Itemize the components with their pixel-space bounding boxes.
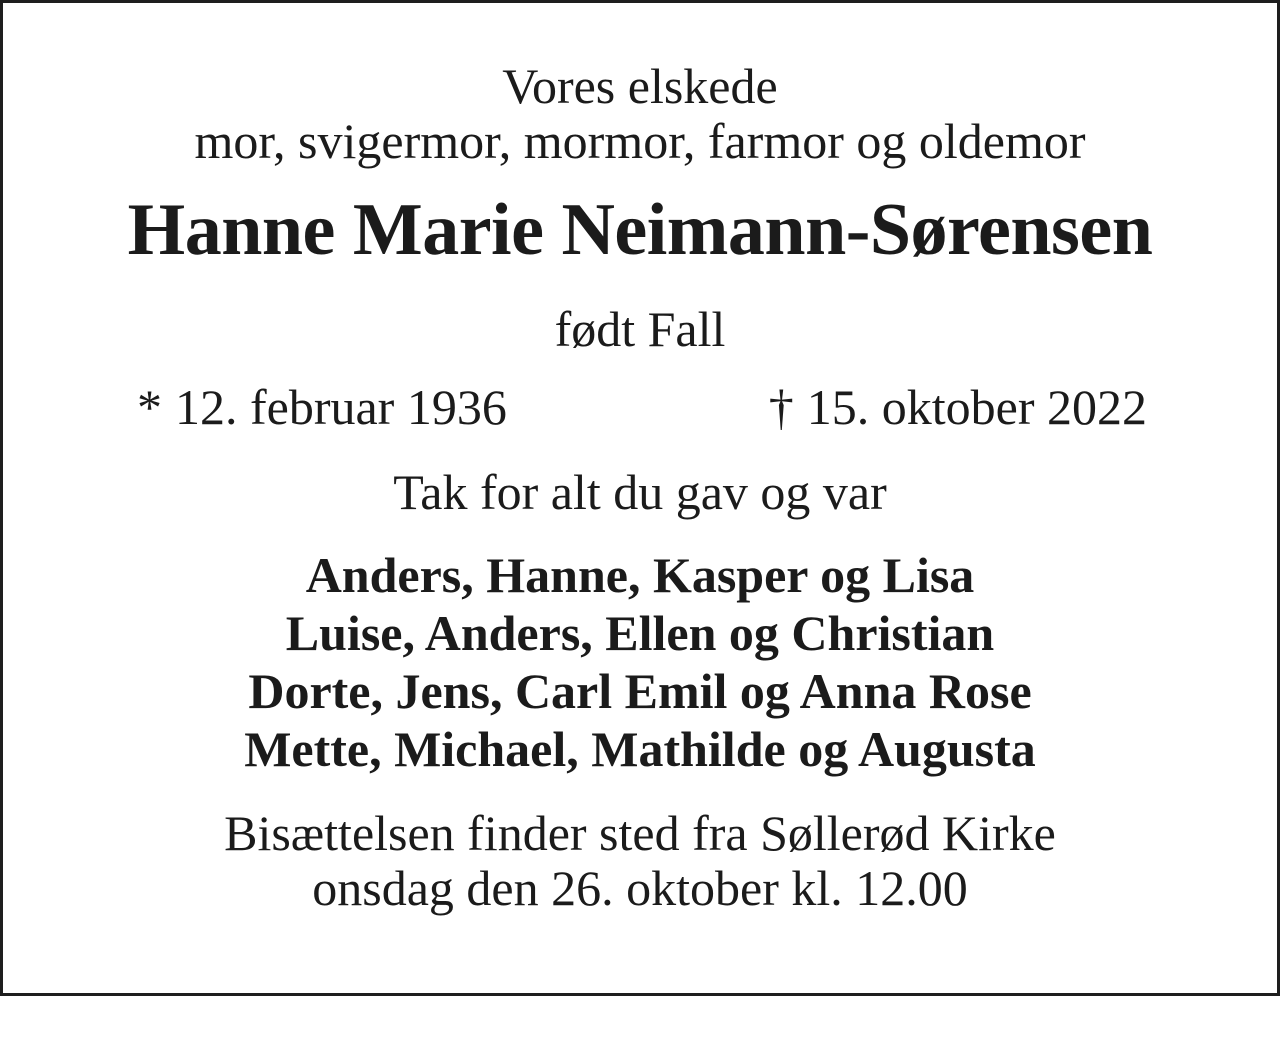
family-line: Mette, Michael, Mathilde og Augusta [244, 721, 1036, 777]
family-line: Luise, Anders, Ellen og Christian [285, 605, 995, 661]
death-date [769, 380, 1147, 435]
birth-date-text: 12. februar 1936 [175, 379, 507, 435]
intro-block [3, 59, 1277, 169]
death-date-text: 15. oktober 2022 [806, 379, 1147, 435]
intro-line-1: Vores elskede [502, 58, 778, 114]
deceased-name: Hanne Marie Neimann-Sørensen [127, 189, 1153, 271]
birth-date [137, 380, 507, 435]
intro-line-2: mor, svigermor, mormor, farmor og oldemor [194, 113, 1086, 169]
ceremony-block [3, 806, 1277, 916]
death-dagger-symbol: † [768, 379, 794, 435]
family-names-block [3, 546, 1277, 778]
family-line: Dorte, Jens, Carl Emil og Anna Rose [248, 663, 1032, 719]
life-dates-row [3, 380, 1277, 435]
ceremony-line-2: onsdag den 26. oktober kl. 12.00 [312, 860, 968, 916]
born-asterisk-symbol: * [137, 379, 162, 435]
tribute-line: Tak for alt du gav og var [393, 464, 887, 520]
ceremony-line-1: Bisættelsen finder sted fra Søllerød Kirke [224, 805, 1056, 861]
family-line: Anders, Hanne, Kasper og Lisa [305, 547, 975, 603]
maiden-name-line: født Fall [554, 301, 726, 357]
death-notice [3, 59, 1277, 1049]
